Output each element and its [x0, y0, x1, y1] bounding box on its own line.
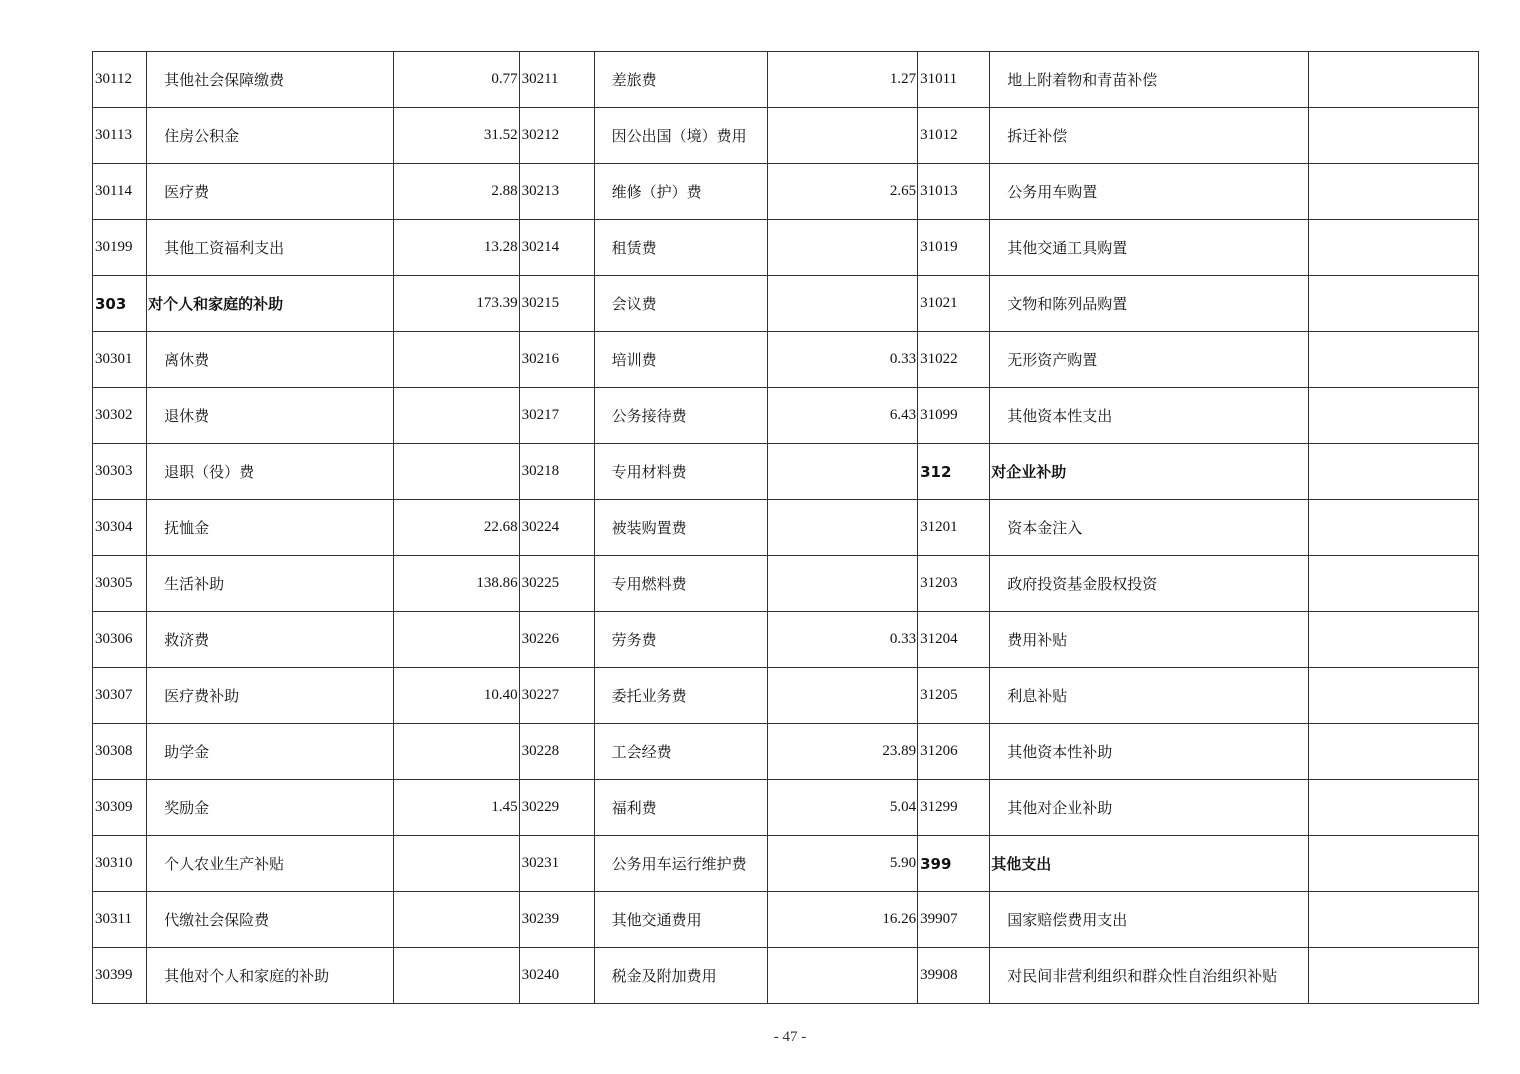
item-amount	[394, 948, 519, 1004]
item-code: 30112	[93, 52, 147, 108]
item-amount	[767, 108, 917, 164]
item-amount: 5.90	[767, 836, 917, 892]
item-name: 因公出国（境）费用	[594, 108, 767, 164]
item-name: 离休费	[147, 332, 394, 388]
table-row	[93, 500, 1479, 556]
item-name: 其他对企业补助	[990, 780, 1308, 836]
item-code: 31206	[918, 724, 990, 780]
item-name: 对民间非营利组织和群众性自治组织补贴	[990, 948, 1308, 1004]
item-name: 资本金注入	[990, 500, 1308, 556]
item-amount: 31.52	[394, 108, 519, 164]
item-amount: 0.33	[767, 332, 917, 388]
item-code: 31013	[918, 164, 990, 220]
item-name: 其他社会保障缴费	[147, 52, 394, 108]
item-code: 31011	[918, 52, 990, 108]
table-row	[93, 164, 1479, 220]
item-amount	[1308, 52, 1478, 108]
page-number: - 47 -	[773, 1029, 807, 1045]
item-code: 30231	[519, 836, 594, 892]
item-code: 30304	[93, 500, 147, 556]
item-name: 其他资本性支出	[990, 388, 1308, 444]
item-amount	[767, 948, 917, 1004]
item-name: 利息补贴	[990, 668, 1308, 724]
item-amount	[1308, 948, 1478, 1004]
item-name: 医疗费补助	[147, 668, 394, 724]
table-row	[93, 948, 1479, 1004]
item-code: 30227	[519, 668, 594, 724]
item-amount	[394, 724, 519, 780]
item-name: 专用燃料费	[594, 556, 767, 612]
item-name: 助学金	[147, 724, 394, 780]
item-name: 委托业务费	[594, 668, 767, 724]
item-name: 无形资产购置	[990, 332, 1308, 388]
item-code: 30229	[519, 780, 594, 836]
item-code: 30211	[519, 52, 594, 108]
table-row	[93, 612, 1479, 668]
item-code: 30309	[93, 780, 147, 836]
item-code: 30399	[93, 948, 147, 1004]
item-code: 39908	[918, 948, 990, 1004]
item-code: 31203	[918, 556, 990, 612]
item-code: 399	[918, 836, 990, 892]
item-name: 被装购置费	[594, 500, 767, 556]
item-amount	[1308, 388, 1478, 444]
table-row	[93, 388, 1479, 444]
item-name: 对企业补助	[990, 444, 1308, 500]
item-name: 退休费	[147, 388, 394, 444]
item-code: 30239	[519, 892, 594, 948]
table-body	[93, 52, 1479, 1004]
item-name: 公务用车购置	[990, 164, 1308, 220]
table-row	[93, 668, 1479, 724]
item-code: 31299	[918, 780, 990, 836]
item-amount	[767, 444, 917, 500]
item-code: 30199	[93, 220, 147, 276]
item-code: 30303	[93, 444, 147, 500]
item-amount: 16.26	[767, 892, 917, 948]
item-code: 30225	[519, 556, 594, 612]
item-name: 救济费	[147, 612, 394, 668]
item-code: 31204	[918, 612, 990, 668]
table-row	[93, 780, 1479, 836]
item-name: 税金及附加费用	[594, 948, 767, 1004]
item-amount	[767, 500, 917, 556]
item-code: 31012	[918, 108, 990, 164]
item-amount: 1.45	[394, 780, 519, 836]
table-row	[93, 108, 1479, 164]
table-row	[93, 332, 1479, 388]
item-amount	[767, 556, 917, 612]
item-code: 39907	[918, 892, 990, 948]
budget-expenditure-table	[92, 51, 1479, 1004]
item-amount	[1308, 724, 1478, 780]
table-row	[93, 892, 1479, 948]
item-code: 30307	[93, 668, 147, 724]
item-name: 劳务费	[594, 612, 767, 668]
item-name: 对个人和家庭的补助	[147, 276, 394, 332]
item-name: 费用补贴	[990, 612, 1308, 668]
item-amount: 2.88	[394, 164, 519, 220]
item-name: 医疗费	[147, 164, 394, 220]
item-amount: 10.40	[394, 668, 519, 724]
item-amount	[1308, 668, 1478, 724]
item-amount: 22.68	[394, 500, 519, 556]
item-amount	[394, 444, 519, 500]
item-name: 其他交通工具购置	[990, 220, 1308, 276]
item-amount	[1308, 276, 1478, 332]
item-name: 拆迁补偿	[990, 108, 1308, 164]
item-name: 代缴社会保险费	[147, 892, 394, 948]
item-code: 30216	[519, 332, 594, 388]
table-row	[93, 52, 1479, 108]
item-amount	[1308, 780, 1478, 836]
item-name: 维修（护）费	[594, 164, 767, 220]
item-name: 地上附着物和青苗补偿	[990, 52, 1308, 108]
item-code: 30214	[519, 220, 594, 276]
item-amount	[394, 388, 519, 444]
table-row	[93, 276, 1479, 332]
item-amount	[1308, 164, 1478, 220]
item-name: 文物和陈列品购置	[990, 276, 1308, 332]
item-amount	[1308, 556, 1478, 612]
table-row	[93, 724, 1479, 780]
item-amount	[1308, 332, 1478, 388]
item-name: 公务用车运行维护费	[594, 836, 767, 892]
item-name: 工会经费	[594, 724, 767, 780]
item-code: 30215	[519, 276, 594, 332]
item-amount	[394, 892, 519, 948]
item-name: 其他交通费用	[594, 892, 767, 948]
item-amount: 0.33	[767, 612, 917, 668]
item-amount	[767, 276, 917, 332]
item-name: 奖励金	[147, 780, 394, 836]
item-amount: 23.89	[767, 724, 917, 780]
item-name: 退职（役）费	[147, 444, 394, 500]
item-name: 其他资本性补助	[990, 724, 1308, 780]
item-amount	[1308, 612, 1478, 668]
item-code: 31099	[918, 388, 990, 444]
item-amount: 2.65	[767, 164, 917, 220]
item-name: 专用材料费	[594, 444, 767, 500]
item-code: 30311	[93, 892, 147, 948]
item-code: 31205	[918, 668, 990, 724]
table-row	[93, 836, 1479, 892]
item-name: 公务接待费	[594, 388, 767, 444]
item-code: 30308	[93, 724, 147, 780]
item-code: 312	[918, 444, 990, 500]
item-amount: 1.27	[767, 52, 917, 108]
item-name: 政府投资基金股权投资	[990, 556, 1308, 612]
item-name: 培训费	[594, 332, 767, 388]
item-code: 30212	[519, 108, 594, 164]
item-code: 303	[93, 276, 147, 332]
item-amount: 6.43	[767, 388, 917, 444]
item-amount: 138.86	[394, 556, 519, 612]
item-code: 30228	[519, 724, 594, 780]
item-code: 31019	[918, 220, 990, 276]
item-amount	[394, 612, 519, 668]
table-row	[93, 556, 1479, 612]
item-code: 30114	[93, 164, 147, 220]
item-amount	[394, 332, 519, 388]
item-amount: 0.77	[394, 52, 519, 108]
item-code: 30310	[93, 836, 147, 892]
item-code: 30218	[519, 444, 594, 500]
item-name: 租赁费	[594, 220, 767, 276]
item-amount	[767, 220, 917, 276]
item-name: 福利费	[594, 780, 767, 836]
item-code: 30217	[519, 388, 594, 444]
table-row	[93, 220, 1479, 276]
item-name: 个人农业生产补贴	[147, 836, 394, 892]
item-code: 30301	[93, 332, 147, 388]
table-row	[93, 444, 1479, 500]
item-amount	[394, 836, 519, 892]
item-amount: 5.04	[767, 780, 917, 836]
item-name: 其他支出	[990, 836, 1308, 892]
item-amount: 13.28	[394, 220, 519, 276]
item-code: 30302	[93, 388, 147, 444]
item-amount	[1308, 836, 1478, 892]
item-name: 其他对个人和家庭的补助	[147, 948, 394, 1004]
item-name: 会议费	[594, 276, 767, 332]
item-code: 31021	[918, 276, 990, 332]
item-code: 30113	[93, 108, 147, 164]
item-amount: 173.39	[394, 276, 519, 332]
item-amount	[1308, 892, 1478, 948]
item-code: 30306	[93, 612, 147, 668]
item-name: 生活补助	[147, 556, 394, 612]
item-code: 30226	[519, 612, 594, 668]
item-name: 差旅费	[594, 52, 767, 108]
item-name: 抚恤金	[147, 500, 394, 556]
item-amount	[1308, 500, 1478, 556]
item-amount	[1308, 444, 1478, 500]
item-name: 其他工资福利支出	[147, 220, 394, 276]
item-code: 31201	[918, 500, 990, 556]
item-amount	[1308, 220, 1478, 276]
item-code: 31022	[918, 332, 990, 388]
item-code: 30213	[519, 164, 594, 220]
item-code: 30224	[519, 500, 594, 556]
item-amount	[1308, 108, 1478, 164]
item-code: 30240	[519, 948, 594, 1004]
item-name: 国家赔偿费用支出	[990, 892, 1308, 948]
item-code: 30305	[93, 556, 147, 612]
item-name: 住房公积金	[147, 108, 394, 164]
item-amount	[767, 668, 917, 724]
